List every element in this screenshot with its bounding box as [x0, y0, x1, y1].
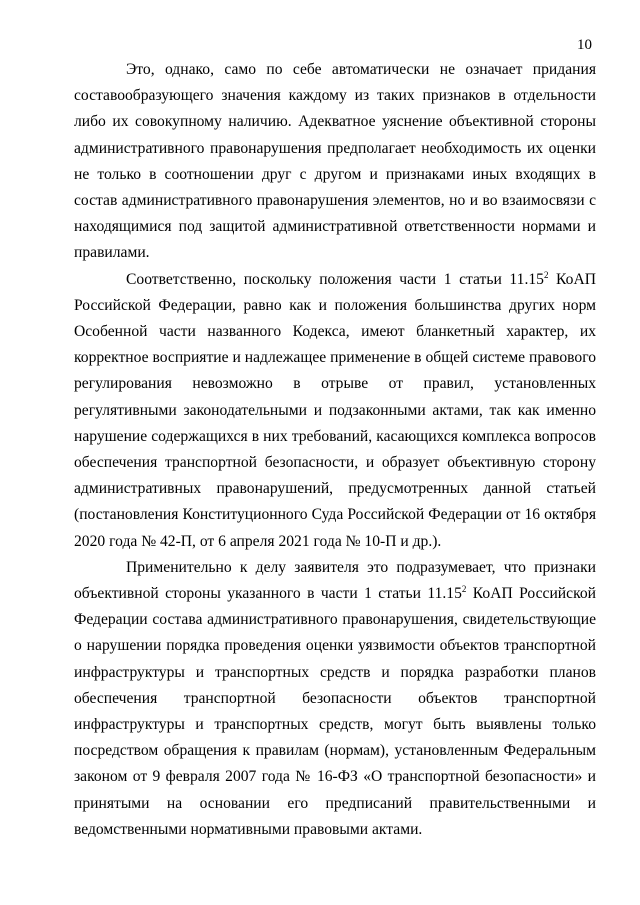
- superscript-index: 2: [543, 269, 549, 280]
- paragraph-3-text-after: КоАП Российской Федерации состава административного правонарушения, свидетельствующие о нарушении порядка проведения оценки уязвимости объектов транспортной инфраструктуры и транспортных средств и порядка разработки планов обеспечения транспортной безопасности объектов транспортной инфраструктуры и транспортных средств, могут быть выявлены только посредством обращения к правилам (нормам), установленным Федеральным законом от 9 февраля 2007 года № 16-ФЗ «О транспортной безопасности» и принятыми на основании его предписаний правительственными и ведомственными нормативными правовыми актами.: [74, 585, 596, 838]
- paragraph-2-text-after: КоАП Российской Федерации, равно как и положения большинства других норм Особенной части названного Кодекса, имеют бланкетный характер, их корректное восприятие и надлежащее применение в общей системе правового регулирования невозможно в отрыве от правил, установленных регулятивными законодательными и подзаконными актами, так как именно нарушение содержащихся в них требований, касающихся комплекса вопросов обеспечения транспортной безопасности, и образует объективную сторону административных правонарушений, предусмотренных данной статьей (постановления Конституционного Суда Российской Федерации от 16 октября 2020 года № 42-П, от 6 апреля 2021 года № 10-П и др.).: [74, 270, 596, 550]
- page-number: 10: [577, 37, 592, 53]
- paragraph-2-text-before: Соответственно, поскольку положения части 1 статьи 11.15: [126, 270, 544, 288]
- superscript-index: 2: [461, 584, 467, 595]
- paragraph-1: Это, однако, само по себе автоматически не означает придания составообразующего значения каждому из таких признаков в отдельности либо их совокупному наличию. Адекватное уяснение объективной стороны административного правонарушения предполагает необходимость их оценки не только в соотношении друг с другом и признаками иных входящих в состав административного правонарушения элементов, но и во взаимосвязи с находящимися под защитой административной ответственности нормами и правилами.: [74, 61, 596, 262]
- paragraph-3-text-before: Применительно к делу заявителя это подразумевает, что признаки объективной стороны указанного в части 1 статьи 11.15: [74, 558, 596, 603]
- paragraph-3: [74, 555, 596, 843]
- paragraph-2: [74, 267, 596, 555]
- document-body: [74, 57, 596, 843]
